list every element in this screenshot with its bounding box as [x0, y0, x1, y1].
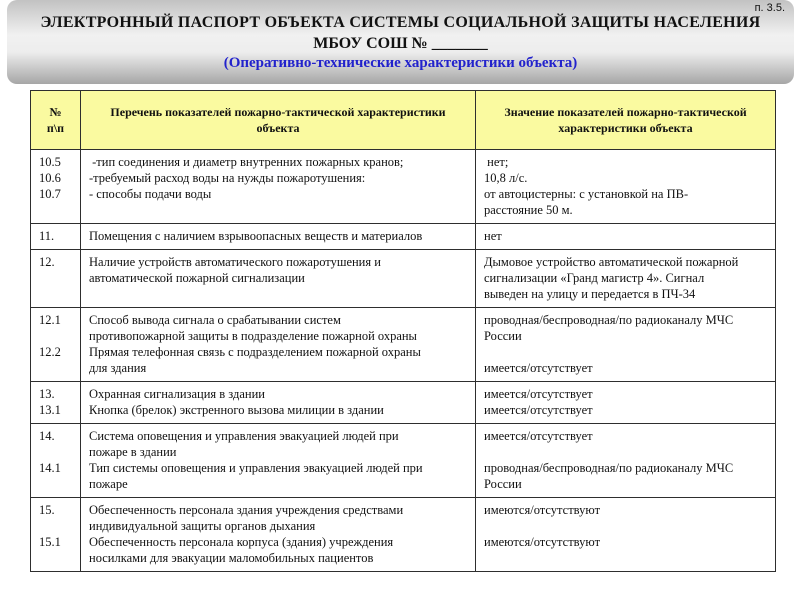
value-cell: [476, 424, 776, 498]
cell-line: 14.: [39, 429, 55, 443]
indicator-cell: [81, 308, 476, 382]
value-cell: [476, 498, 776, 572]
page-subtitle: (Оперативно-технические характеристики объекта): [223, 55, 578, 71]
cell-line: имеется/отсутствует: [484, 361, 593, 375]
cell-line: 11.: [39, 229, 55, 243]
cell-line: нет;: [484, 155, 509, 169]
cell-line: 15.: [39, 503, 55, 517]
cell-line: нет: [484, 229, 502, 243]
table-header-row: [31, 91, 776, 150]
cell-line: Помещения с наличием взрывоопасных веществ и материалов: [89, 229, 423, 243]
table-row: [31, 498, 776, 572]
cell-line: носилками для эвакуации маломобильных пациентов: [89, 551, 374, 565]
table-row: [31, 250, 776, 308]
cell-line: 10.5: [39, 155, 61, 169]
cell-line: индивидуальной защиты органов дыхания: [89, 519, 316, 533]
cell-line: Кнопка (брелок) экстренного вызова милиции в здании: [89, 403, 384, 417]
row-number-cell: [31, 498, 81, 572]
cell-line: имеется/отсутствует: [484, 429, 593, 443]
indicator-cell: [81, 250, 476, 308]
column-header-number: № п\п: [31, 91, 81, 150]
cell-line: Способ вывода сигнала о срабатывании систем: [89, 313, 341, 327]
indicator-cell: [81, 424, 476, 498]
row-number-cell: [31, 224, 81, 250]
value-cell: [476, 308, 776, 382]
column-header-indicator: Перечень показателей пожарно-тактической характеристики объекта: [81, 91, 476, 150]
cell-line: Обеспеченность персонала корпуса (здания) учреждения: [89, 535, 394, 549]
cell-line: [484, 444, 767, 460]
cell-line: Прямая телефонная связь с подразделением пожарной охраны: [89, 345, 421, 359]
cell-line: -тип соединения и диаметр внутренних пожарных кранов;: [89, 155, 404, 169]
indicator-cell: [81, 224, 476, 250]
cell-line: Система оповещения и управления эвакуацией людей при: [89, 429, 399, 443]
cell-line: [39, 444, 72, 460]
indicator-cell: [81, 382, 476, 424]
value-cell: [476, 224, 776, 250]
cell-line: Обеспеченность персонала здания учреждения средствами: [89, 503, 404, 517]
row-number-cell: [31, 308, 81, 382]
cell-line: Тип системы оповещения и управления эвакуацией людей при: [89, 461, 423, 475]
cell-line: [39, 328, 72, 344]
cell-line: [484, 518, 767, 534]
cell-line: сигнализации «Гранд магистр 4». Сигнал: [484, 271, 705, 285]
cell-line: [39, 518, 72, 534]
column-header-value: Значение показателей пожарно-тактической характеристики объекта: [476, 91, 776, 150]
cell-line: проводная/беспроводная/по радиоканалу МЧС: [484, 461, 734, 475]
cell-line: [484, 344, 767, 360]
cell-line: 10,8 л/с.: [484, 171, 528, 185]
indicator-cell: [81, 150, 476, 224]
cell-line: 13.: [39, 387, 55, 401]
cell-line: имеется/отсутствует: [484, 403, 593, 417]
row-number-cell: [31, 150, 81, 224]
cell-line: имеются/отсутствуют: [484, 503, 601, 517]
table-row: [31, 308, 776, 382]
cell-line: - способы подачи воды: [89, 187, 212, 201]
page-title-object: МБОУ СОШ № _______: [313, 35, 488, 52]
page-title: ЭЛЕКТРОННЫЙ ПАСПОРТ ОБЪЕКТА СИСТЕМЫ СОЦИАЛЬНОЙ ЗАЩИТЫ НАСЕЛЕНИЯ: [40, 14, 761, 31]
cell-line: 12.1: [39, 313, 61, 327]
table-row: [31, 150, 776, 224]
cell-line: проводная/беспроводная/по радиоканалу МЧС: [484, 313, 734, 327]
table-body: [31, 150, 776, 572]
value-cell: [476, 382, 776, 424]
cell-line: противопожарной защиты в подразделение пожарной охраны: [89, 329, 417, 343]
cell-line: 14.1: [39, 461, 61, 475]
indicator-cell: [81, 498, 476, 572]
cell-line: 15.1: [39, 535, 61, 549]
row-number-cell: [31, 424, 81, 498]
cell-line: -требуемый расход воды на нужды пожаротушения:: [89, 171, 366, 185]
table-row: [31, 224, 776, 250]
cell-line: 12.2: [39, 345, 61, 359]
cell-line: Дымовое устройство автоматической пожарной: [484, 255, 739, 269]
cell-line: для здания: [89, 361, 147, 375]
fire-characteristics-table: [30, 90, 776, 572]
cell-line: пожаре в здании: [89, 445, 177, 459]
cell-line: имеются/отсутствуют: [484, 535, 601, 549]
value-cell: [476, 150, 776, 224]
cell-line: 13.1: [39, 403, 61, 417]
row-number-cell: [31, 382, 81, 424]
page-ref: п. 3.5.: [754, 2, 785, 14]
cell-line: России: [484, 329, 522, 343]
cell-line: Наличие устройств автоматического пожаротушения и: [89, 255, 381, 269]
cell-line: автоматической пожарной сигнализации: [89, 271, 305, 285]
cell-line: 10.7: [39, 187, 61, 201]
cell-line: пожаре: [89, 477, 128, 491]
cell-line: расстояние 50 м.: [484, 203, 573, 217]
table-row: [31, 424, 776, 498]
cell-line: России: [484, 477, 522, 491]
title-panel: [7, 0, 794, 84]
value-cell: [476, 250, 776, 308]
cell-line: от автоцистерны: с установкой на ПВ-: [484, 187, 689, 201]
cell-line: 10.6: [39, 171, 61, 185]
cell-line: выведен на улицу и передается в ПЧ-34: [484, 287, 696, 301]
row-number-cell: [31, 250, 81, 308]
table-row: [31, 382, 776, 424]
cell-line: Охранная сигнализация в здании: [89, 387, 265, 401]
cell-line: 12.: [39, 255, 55, 269]
cell-line: имеется/отсутствует: [484, 387, 593, 401]
